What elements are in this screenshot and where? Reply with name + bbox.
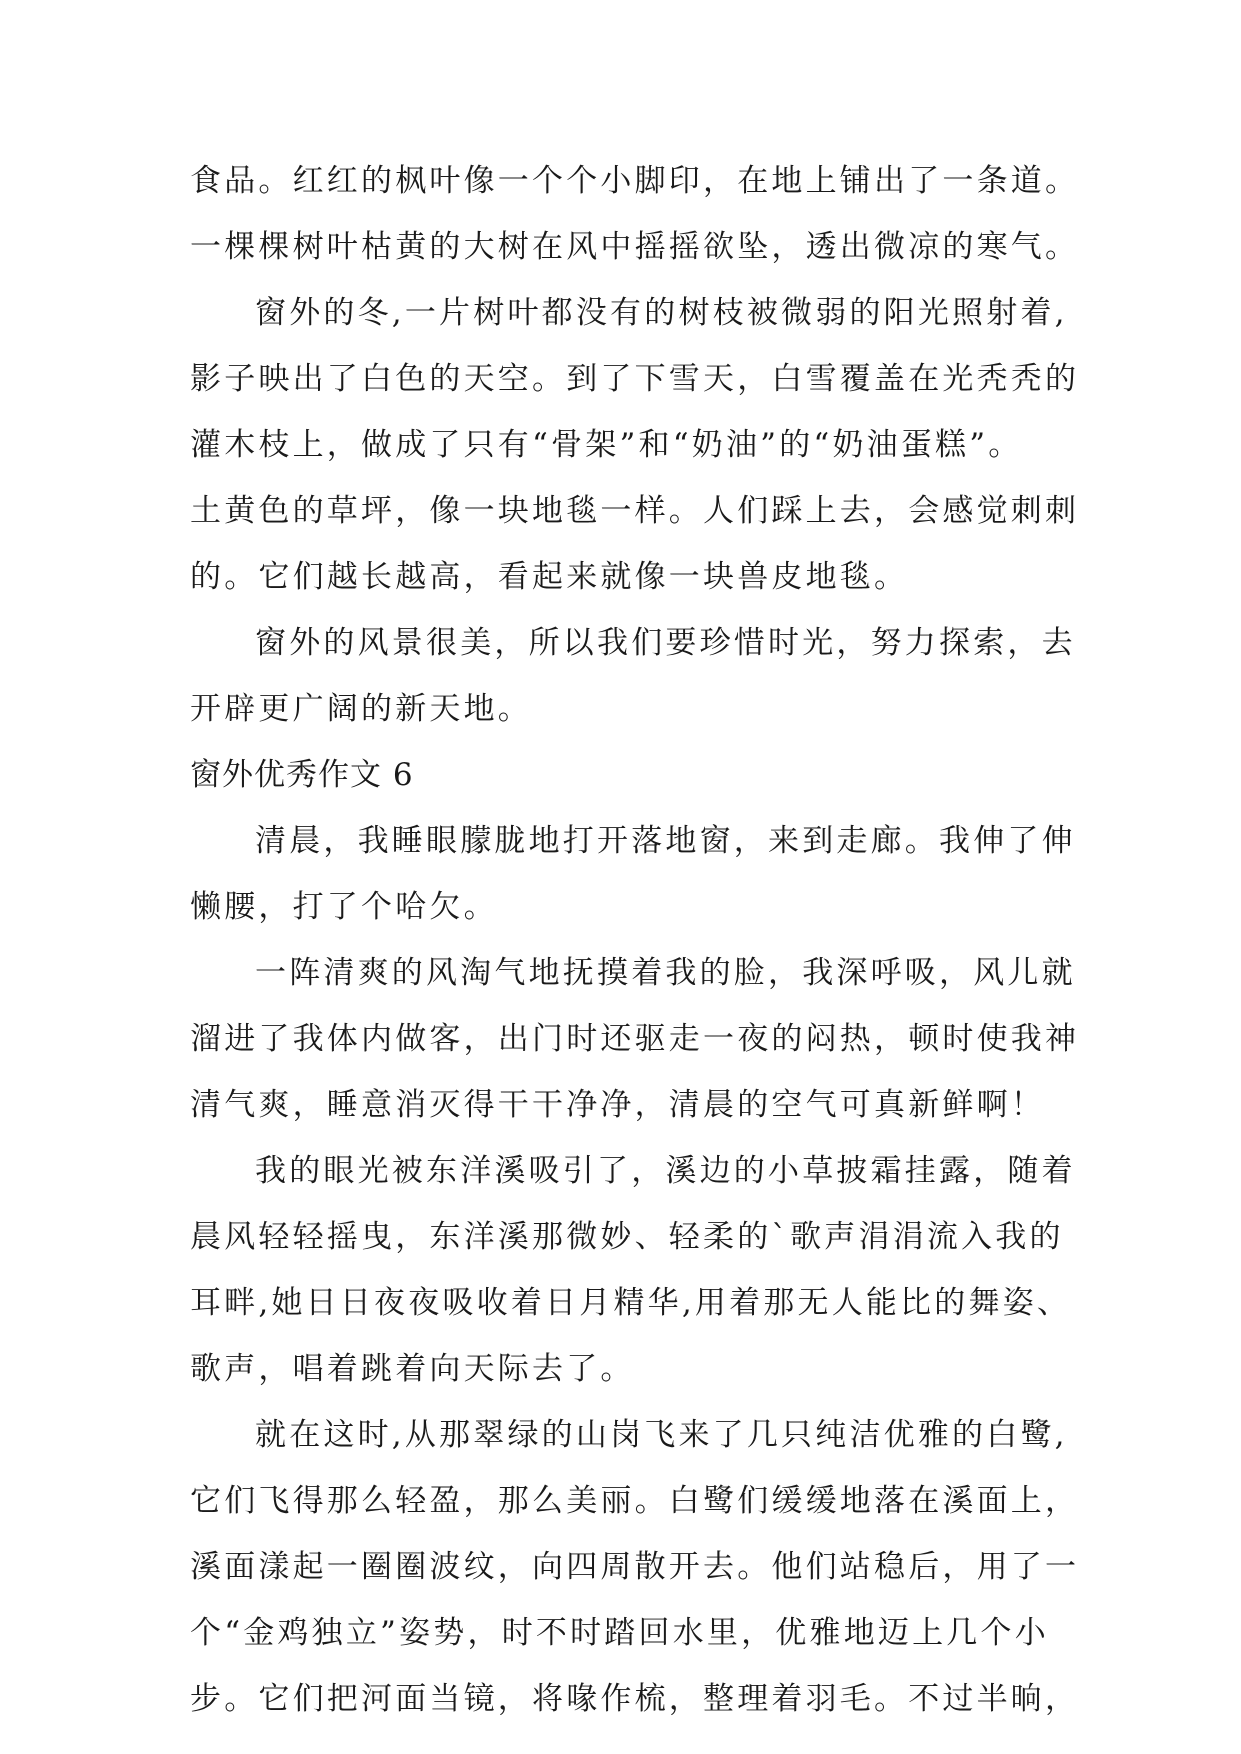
text-line: 的。它们越长越高，看起来就像一块兽皮地毯。 <box>190 559 909 595</box>
text-line: 晨风轻轻摇曳，东洋溪那微妙、轻柔的`歌声涓涓流入我的 <box>190 1219 1064 1255</box>
text-line: 清晨，我睡眼朦胧地打开落地窗，来到走廊。我伸了伸 <box>255 823 1076 859</box>
text-line: 我的眼光被东洋溪吸引了，溪边的小草披霜挂露，随着 <box>255 1153 1076 1189</box>
text-line: 歌声，唱着跳着向天际去了。 <box>190 1351 635 1387</box>
text-line: 个“金鸡独立”姿势，时不时踏回水里，优雅地迈上几个小 <box>190 1615 1049 1651</box>
text-line: 一阵清爽的风淘气地抚摸着我的脸，我深呼吸，风儿就 <box>255 955 1076 991</box>
text-line: 土黄色的草坪，像一块地毯一样。人们踩上去，会感觉刺刺 <box>190 493 1080 529</box>
section-title: 窗外优秀作文 6 <box>190 757 414 793</box>
text-line: 影子映出了白色的天空。到了下雪天，白雪覆盖在光秃秃的 <box>190 361 1080 397</box>
text-line: 懒腰，打了个哈欠。 <box>190 889 498 925</box>
text-line: 就在这时,从那翠绿的山岗飞来了几只纯洁优雅的白鹭, <box>255 1417 1068 1453</box>
text-line: 灌木枝上，做成了只有“骨架”和“奶油”的“奶油蛋糕”。 <box>190 427 1023 463</box>
text-line: 食品。红红的枫叶像一个个小脚印，在地上铺出了一条道。 <box>190 163 1080 199</box>
text-line: 溜进了我体内做客，出门时还驱走一夜的闷热，顿时使我神 <box>190 1021 1080 1057</box>
text-line: 一棵棵树叶枯黄的大树在风中摇摇欲坠，透出微凉的寒气。 <box>190 229 1080 265</box>
text-line: 窗外的冬,一片树叶都没有的树枝被微弱的阳光照射着, <box>255 295 1068 331</box>
text-line: 溪面漾起一圈圈波纹，向四周散开去。他们站稳后，用了一 <box>190 1549 1080 1585</box>
text-line: 开辟更广阔的新天地。 <box>190 691 532 727</box>
text-line: 窗外的风景很美，所以我们要珍惜时光，努力探索，去 <box>255 625 1076 661</box>
text-line: 它们飞得那么轻盈，那么美丽。白鹭们缓缓地落在溪面上， <box>190 1483 1080 1519</box>
text-line: 耳畔,她日日夜夜吸收着日月精华,用着那无人能比的舞姿、 <box>190 1285 1072 1321</box>
text-line: 步。它们把河面当镜，将喙作梳，整理着羽毛。不过半晌， <box>190 1681 1080 1717</box>
essay-body <box>190 148 1090 1732</box>
text-line: 清气爽，睡意消灭得干干净净，清晨的空气可真新鲜啊！ <box>190 1087 1045 1123</box>
